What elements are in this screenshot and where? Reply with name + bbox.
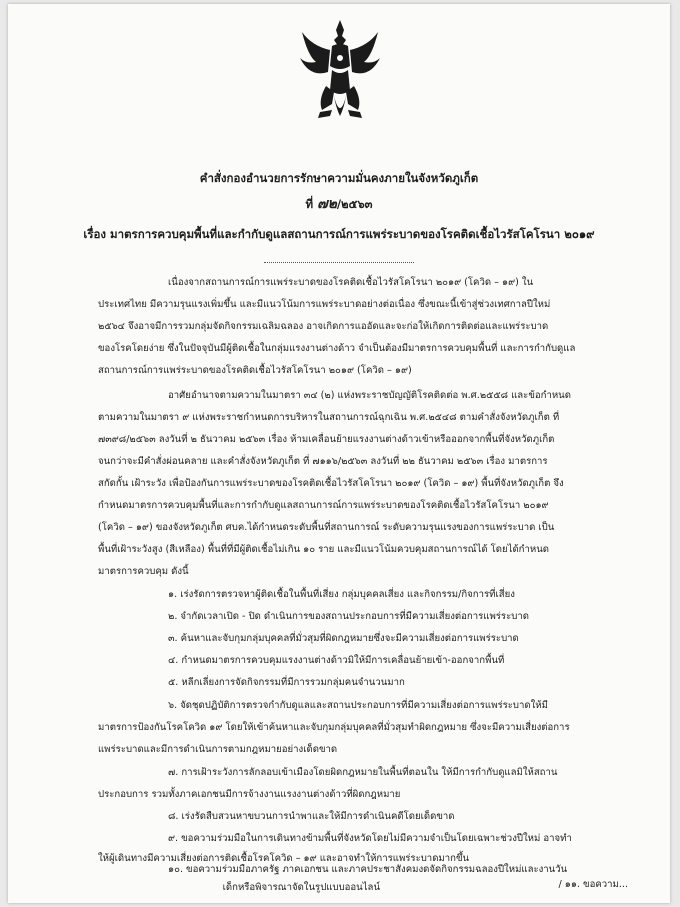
measure-item: ๒. จำกัดเวลาเปิด - ปิด ดำเนินการของสถานประกอบการที่มีความเสี่ยงต่อการแพร่ระบาด xyxy=(168,611,529,622)
para1-line: สถานการณ์การแพร่ระบาดของโรคติดเชื้อไวรัสโคโรนา ๒๐๑๙ (โควิด – ๑๙) xyxy=(98,365,412,376)
para2-line: สกัดกั้น เฝ้าระวัง เพื่อป้องกันการแพร่ระบาดของโรคติดเชื้อไวรัสโคโรนา ๒๐๑๙ (โควิด – ๑๙) พื้นที่จังหวัดภูเก็ต จึง xyxy=(98,478,564,489)
measure-item-7: ประกอบการ รวมทั้งภาคเอกชนมีการจ้างงานแรงงานต่างด้าวที่ผิดกฎหมาย xyxy=(98,789,401,800)
measure-item: ๓. ค้นหาและจับกุมกลุ่มบุคคลที่มั่วสุมที่ผิดกฎหมายซึ่งจะมีความเสี่ยงต่อการแพร่ระบาด xyxy=(168,633,519,644)
command-title: คำสั่งกองอำนวยการรักษาความมั่นคงภายในจังหวัดภูเก็ต xyxy=(199,171,479,185)
para1-line: ๒๕๖๔ จึงอาจมีการรวมกลุ่มจัดกิจกรรมเฉลิมฉลอง อาจเกิดการแออัดและจะก่อให้เกิดการติดต่อและแพร่ระบาด xyxy=(98,321,549,332)
measure-item-6: แพร่ระบาดและมีการดำเนินการตามกฎหมายอย่างเด็ดขาด xyxy=(98,744,338,755)
para1-line: ประเทศไทย มีความรุนแรงเพิ่มขึ้น และมีแนวโน้มการแพร่ระบาดอย่างต่อเนื่อง ซึ่งขณะนี้เข้าสู่ช่วงเทศกาลปีใหม่ xyxy=(98,299,551,310)
measure-item-8: ๘. เร่งรัดสืบสวนหาขบวนการนำพาและให้มีการดำเนินคดีโดยเด็ดขาด xyxy=(168,811,455,822)
para2-line: อาศัยอำนาจตามความในมาตรา ๓๔ (๒) แห่งพระราชบัญญัติโรคติดต่อ พ.ศ.๒๕๕๘ และข้อกำหนด xyxy=(168,390,571,401)
para2-line: พื้นที่เฝ้าระวังสูง (สีเหลือง) พื้นที่ที่มีผู้ติดเชื้อไม่เกิน ๑๐ ราย และมีแนวโน้มควบคุมสถานการณ์ได้ โดยได้กำหนด xyxy=(98,544,549,555)
para2-line: (โควิด – ๑๙) ของจังหวัดภูเก็ต ศบค.ได้กำหนดระดับพื้นที่สถานการณ์ ระดับความรุนแรงของการแพร่ระบาด เป็น xyxy=(98,522,555,533)
subject-line: เรื่อง มาตรการควบคุมพื้นที่และกำกับดูแลสถานการณ์การแพร่ระบาดของโรคติดเชื้อไวรัสโคโรนา ๒๐๑๙ xyxy=(83,227,595,241)
document-page-lower xyxy=(8,4,670,903)
measure-item-6: ๖. จัดชุดปฏิบัติการตรวจกำกับดูแลและสถานประกอบการที่มีความเสี่ยงต่อการแพร่ระบาดให้มี xyxy=(168,700,548,711)
measure-item-7: ๗. การเฝ้าระวังการลักลอบเข้าเมืองโดยผิดกฎหมายในพื้นที่ตอนใน ให้มีการกำกับดูแลมิให้สถาน xyxy=(168,767,558,778)
para2-line: มาตรการควบคุม ดังนี้ xyxy=(98,566,189,577)
para2-line: จนกว่าจะมีคำสั่งผ่อนคลาย และคำสั่งจังหวัดภูเก็ต ที่ ๗๑๑๖/๒๕๖๓ ลงวันที่ ๒๒ ธันวาคม ๒๕๖๓ เรื่อง มาตรการ xyxy=(98,456,548,467)
measure-item-10: ๑๐. ขอความร่วมมือภาครัฐ ภาคเอกชน และภาคประชาสังคมงดจัดกิจกรรมฉลองปีใหม่และงานวัน xyxy=(168,864,568,875)
order-prefix: ที่ xyxy=(305,197,314,211)
para2-line: กำหนดมาตรการควบคุมพื้นที่และการกำกับดูแลสถานการณ์การแพร่ระบาดของโรคติดเชื้อไวรัสโคโรนา ๒๐๑๙ xyxy=(98,500,549,511)
measure-item-9: ๙. ขอความร่วมมือในการเดินทางข้ามพื้นที่จังหวัดโดยไม่มีความจำเป็นโดยเฉพาะช่วงปีใหม่ อาจทำ xyxy=(168,833,572,844)
measure-item-6: มาตรการป้องกันโรคโควิด ๑๙ โดยให้เข้าค้นหาและจับกุมกลุ่มบุคคลที่มั่วสุมทำผิดกฎหมาย ซึ่งจะมีความเสี่ยงต่อการ xyxy=(98,722,570,733)
order-year: /๒๕๖๓ xyxy=(336,197,373,211)
para2-line: ๗๓๙๘/๒๕๖๓ ลงวันที่ ๒ ธันวาคม ๒๕๖๓ เรื่อง ห้ามเคลื่อนย้ายแรงงานต่างด้าวเข้าหรือออกจากพื้นที่จังหวัดภูเก็ต xyxy=(98,434,555,445)
measure-item: ๑. เร่งรัดการตรวจหาผู้ติดเชื้อในพื้นที่เสี่ยง กลุ่มบุคคลเสี่ยง และกิจกรรม/กิจการที่เสี่ยง xyxy=(168,589,515,600)
measure-item: ๕. หลีกเลี่ยงการจัดกิจกรรมที่มีการรวมกลุ่มคนจำนวนมาก xyxy=(168,677,405,688)
measure-item: ๔. กำหนดมาตรการควบคุมแรงงานต่างด้าวมิให้มีการเคลื่อนย้ายเข้า-ออกจากพื้นที่ xyxy=(168,655,505,666)
para1-line: เนื่องจากสถานการณ์การแพร่ระบาดของโรคติดเชื้อไวรัสโคโรนา ๒๐๑๙ (โควิด – ๑๙) ใน xyxy=(168,277,534,288)
continuation-marker: / ๑๑. ขอความ... xyxy=(558,879,628,890)
para1-line: ของโรคโดยง่าย ซึ่งในปัจจุบันมีผู้ติดเชื้อในกลุ่มแรงงานต่างด้าว จำเป็นต้องมีมาตรการควบคุมพื้นที่ และการกำกับดูแล xyxy=(98,343,576,354)
measure-item-10-cont: เด็กหรือพิจารณาจัดในรูปแบบออนไลน์ xyxy=(222,882,380,893)
para2-line: ตามความในมาตรา ๙ แห่งพระราชกำหนดการบริหารในสถานการณ์ฉุกเฉิน พ.ศ.๒๕๔๘ ตามคำสั่งจังหวัดภูเก็ต ที่ xyxy=(98,412,560,423)
measure-item-9: ให้ผู้เดินทางมีความเสี่ยงต่อการติดเชื้อโรคโควิด – ๑๙ และอาจทำให้การแพร่ระบาดมากขึ้น xyxy=(98,853,470,864)
order-number: ๗๒ xyxy=(317,196,337,212)
